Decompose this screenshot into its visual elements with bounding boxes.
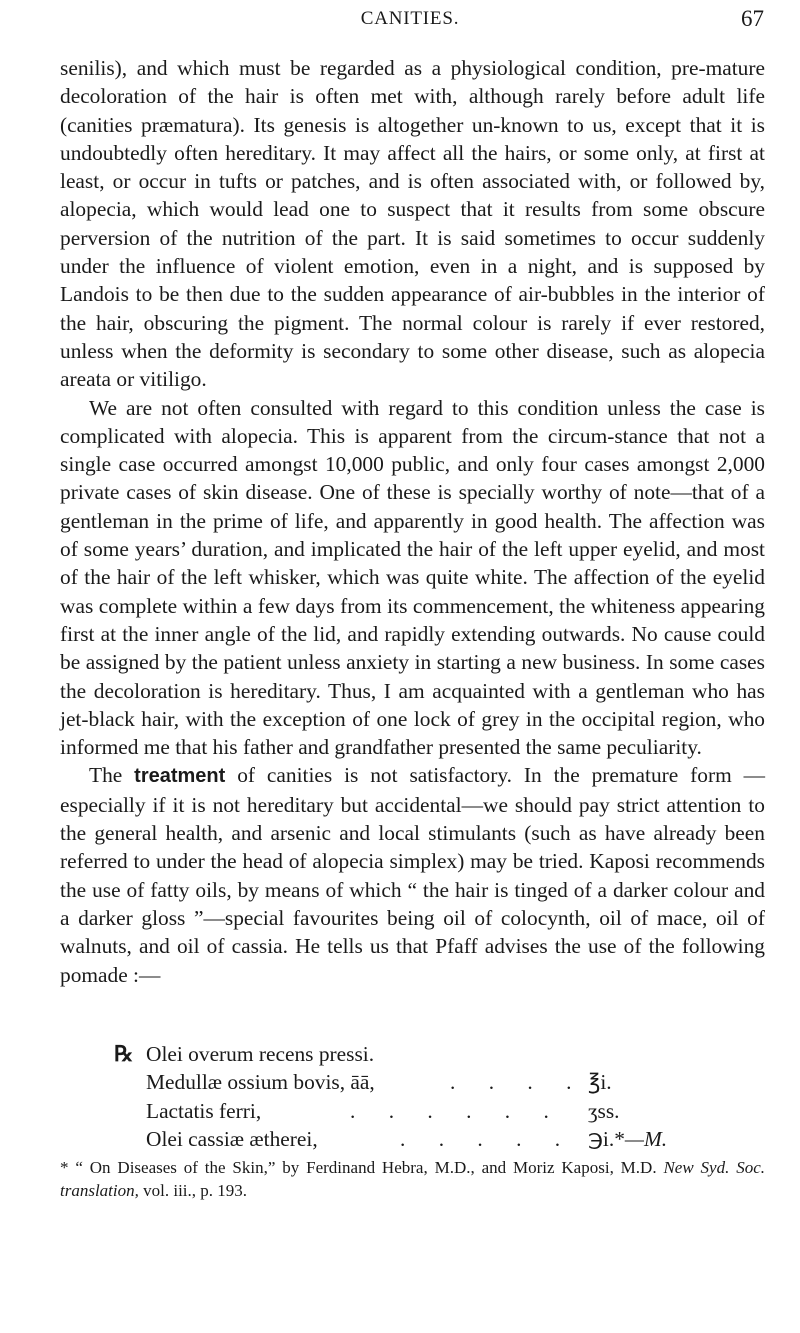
prescription-leader-dots: . . . . . . [350,1098,563,1123]
prescription-line [118,1125,718,1153]
footnote-marker: * [60,1158,69,1177]
footnote-citation: vol. iii., p. 193. [143,1181,248,1200]
prescription-leader-dots: . . . . [450,1070,586,1095]
prescription-ingredient: Medullæ ossium bovis, āā, [146,1070,375,1095]
prescription-amount [588,1125,667,1153]
prescription [114,1040,718,1153]
paragraph-1: senilis), and which must be regarded as a physiological condition, pre-mature decoloration of the hair is often met with, although rarely before adult life (canities præmatura). Its genesis is altogether un-known to us, except that it is undoubtedly often hereditary. It may affect all the hairs, or some only, at first at least, or occur in tufts or patches, and is often associated with, or followed by, alopecia, which would lead one to suspect that it results from some obscure perversion of the nutrition of the part. It is said sometimes to occur suddenly under the influence of violent emotion, even in a night, and is supposed by Landois to be then due to the sudden appearance of air-bubbles in the interior of the hair, obscuring the pigment. The normal colour is rarely if ever restored, unless when the deformity is secondary to some other disease, such as alopecia areata or vitiligo. [60,56,765,392]
prescription-ingredient: Lactatis ferri, [146,1098,262,1123]
running-title: CANITIES. [360,8,460,29]
prescription-ingredient: Olei cassiæ ætherei, [146,1126,318,1151]
footnote-text: “ On Diseases of the Skin,” by Ferdinand Hebra, M.D., and Moriz Kaposi, M.D. [75,1158,657,1177]
prescription-amount-value: ℈i.* [588,1126,625,1151]
prescription-line [114,1040,718,1068]
prescription-attribution: —M. [624,1126,668,1151]
treatment-bold-term: treatment [134,765,226,788]
treatment-rest: of canities is not satisfactory. In the premature form —especially if it is not hereditary but accidental—we should pay strict attention to the general health, and arsenic and local stimulants (such as have already been referred to under the head of alopecia simplex) may be tried. Kaposi recommends the use of fatty oils, by means of which “ the hair is tinged of a darker colour and a darker gloss ”—special favourites being oil of colocynth, oil of mace, oil of walnuts, and oil of cassia. He tells us that Pfaff advises the use of the following pomade :— [60,763,766,987]
prescription-line [118,1097,718,1125]
prescription-line [118,1068,718,1096]
paragraph-treatment [60,761,765,988]
prescription-amount: ʒss. [588,1098,620,1123]
recipe-symbol: ℞ [114,1042,134,1066]
body-text [60,54,765,989]
treatment-lead-in: The [89,763,123,788]
page-number: 67 [741,6,764,31]
footnote [60,1156,765,1202]
prescription-leader-dots: . . . . . [400,1126,575,1151]
running-head [60,6,764,32]
paragraph-2: We are not often consulted with regard to this condition unless the case is complicated with alopecia. This is apparent from the circum-stance that not a single case occurred amongst 10,000 public, and only four cases amongst 2,000 private cases of skin disease. One of these is specially worthy of note—that of a gentleman in the prime of life, and apparently in good health. The affection was of some years’ duration, and implicated the hair of the left upper eyelid, and most of the hair of the left whisker, which was quite white. The affection of the eyelid was complete within a few days from its commencement, the whiteness appearing first at the inner angle of the lid, and rapidly extending outwards. No cause could be assigned by the patient unless anxiety in starting a new business. In some cases the decoloration is hereditary. Thus, I am acquainted with a gentleman who has jet-black hair, with the exception of one lock of grey in the occipital region, who informed me that his father and grandfather presented the same peculiarity. [60,395,765,760]
prescription-ingredient: Olei overum recens pressi. [146,1042,375,1066]
footnote-italic-title: New Syd. Soc. translation, [60,1158,765,1200]
prescription-amount: ℥i. [588,1070,612,1095]
